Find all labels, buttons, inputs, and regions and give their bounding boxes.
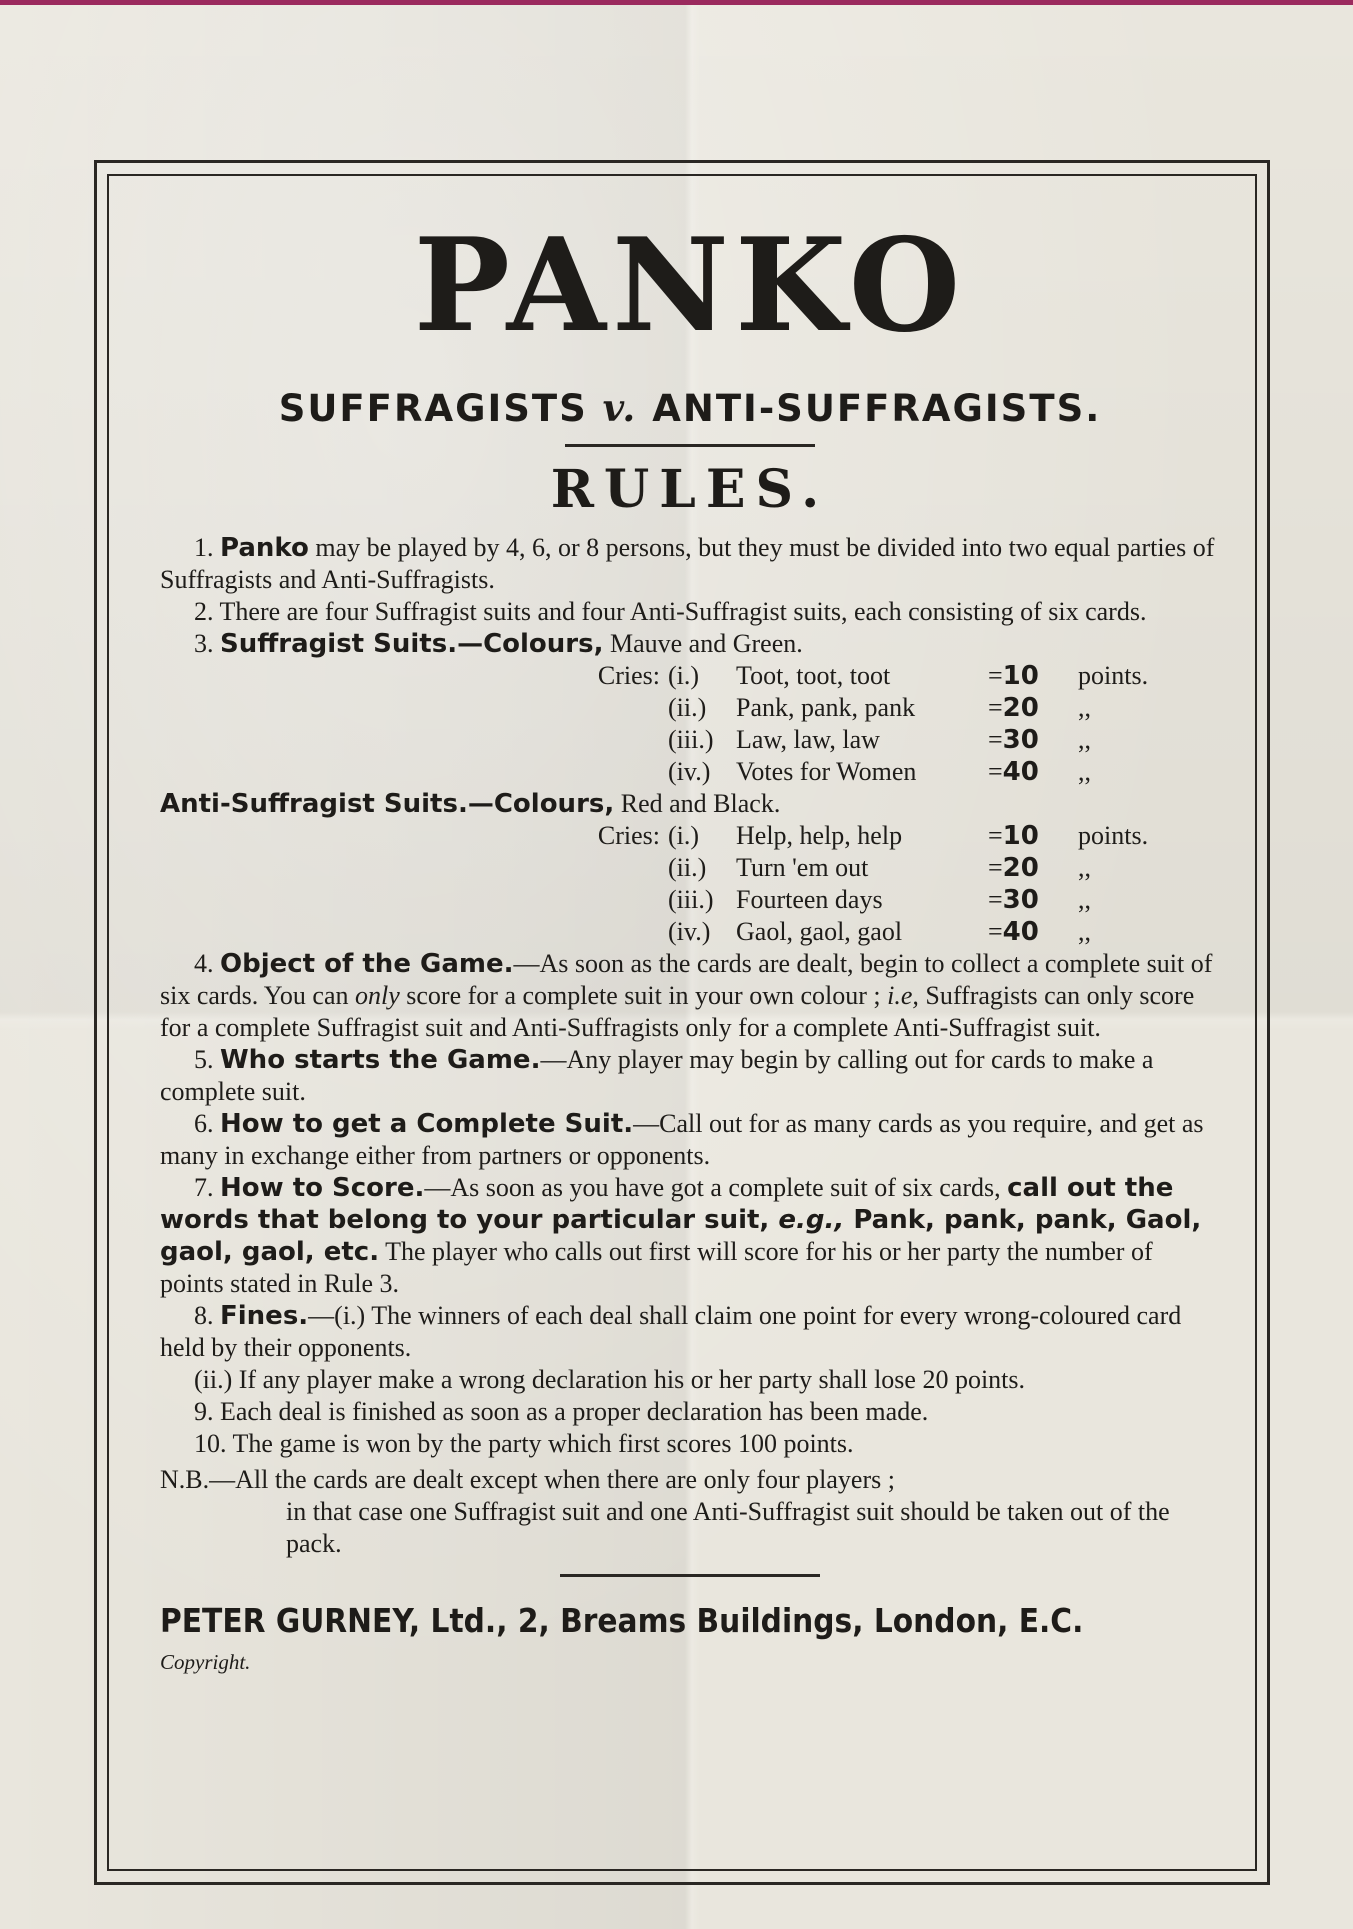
cry-row — [560, 692, 1180, 724]
cry-text: Law, law, law — [736, 724, 880, 754]
cry-text: Pank, pank, pank — [736, 692, 916, 722]
cry-number: (iii.) — [668, 724, 714, 754]
subtitle-right: ANTI-SUFFRAGISTS. — [652, 387, 1102, 430]
rule-text: —Call out for as many cards as you require, and get as many in exchange either from partners or opponents. — [160, 1108, 1204, 1170]
rule-keyword: Suffragist Suits.—Colours, — [220, 628, 604, 659]
cry-row — [560, 660, 1180, 692]
rule-number: 3. — [194, 628, 214, 658]
anti-suffragist-cries — [560, 820, 1180, 948]
rule-6 — [160, 1108, 1220, 1172]
rule-text: —(i.) The winners of each deal shall claim one point for every wrong-coloured card held by their opponents. — [160, 1300, 1182, 1362]
nota-bene-label: N.B. — [160, 1464, 210, 1494]
anti-suffragist-suits — [160, 788, 1220, 820]
cry-points: =30 — [988, 884, 1039, 915]
cry-unit: ,, — [1078, 756, 1091, 786]
copyright-notice: Copyright. — [160, 1649, 251, 1674]
cry-points: =10 — [988, 820, 1039, 851]
rule-number: 9. — [194, 1396, 214, 1426]
rule-keyword: Object of the Game. — [220, 948, 514, 979]
cry-number: (iv.) — [668, 916, 711, 946]
rule-number: 2. — [194, 596, 214, 626]
cry-text: Votes for Women — [736, 756, 917, 786]
cry-row — [560, 756, 1180, 788]
subtitle — [160, 388, 1220, 430]
cry-unit: points. — [1078, 660, 1149, 690]
rule-8-ii: (ii.) If any player make a wrong declaration his or her party shall lose 20 points. — [194, 1364, 1026, 1394]
cry-points: =10 — [988, 660, 1039, 691]
cry-row — [560, 884, 1180, 916]
cry-unit: ,, — [1078, 692, 1091, 722]
cry-unit: points. — [1078, 820, 1149, 850]
rule-number: 10. — [194, 1428, 227, 1458]
cry-points: =40 — [988, 916, 1039, 947]
cry-row — [560, 916, 1180, 948]
cry-unit: ,, — [1078, 852, 1091, 882]
nota-bene-first-line: N.B.—All the cards are dealt except when there are only four players ; — [160, 1464, 895, 1494]
game-title: PANKO — [413, 211, 967, 361]
cry-number: (iii.) — [668, 884, 714, 914]
cry-points: =30 — [988, 724, 1039, 755]
cry-text: Toot, toot, toot — [736, 660, 891, 690]
cry-text: Help, help, help — [736, 820, 903, 850]
subtitle-versus: v. — [602, 386, 638, 430]
divider — [565, 444, 815, 447]
box-edge — [0, 0, 1353, 5]
rule-keyword: Who starts the Game. — [220, 1044, 541, 1075]
rule-number: 8. — [194, 1300, 214, 1330]
cry-unit: ,, — [1078, 724, 1091, 754]
cry-unit: ,, — [1078, 916, 1091, 946]
rule-8 — [160, 1300, 1220, 1364]
cry-points: =40 — [988, 756, 1039, 787]
rule-number: 4. — [194, 948, 214, 978]
rule-number: 6. — [194, 1108, 214, 1138]
cries-label: Cries: — [597, 820, 660, 850]
rule-2 — [160, 596, 1220, 628]
cry-text: Gaol, gaol, gaol — [736, 916, 903, 946]
rule-text: Red and Black. — [614, 788, 781, 818]
cry-row — [560, 820, 1180, 852]
rules-heading: RULES. — [550, 458, 830, 520]
cry-number: (i.) — [668, 820, 700, 850]
publisher-imprint: PETER GURNEY, Ltd., 2, Breams Buildings, London, E.C. — [160, 1600, 1084, 1640]
cry-points: =20 — [988, 852, 1039, 883]
rule-7: 7. How to Score.—As soon as you have got a complete suit of six cards, call out the words that belong to your particular suit, e.g., Pank, pank, pank, Gaol, gaol, gaol, etc. The player who calls out first will score for his or her party the number of points stated in Rule 3. — [160, 1172, 1202, 1298]
cry-row — [560, 852, 1180, 884]
subtitle-left: SUFFRAGISTS — [278, 387, 588, 430]
nota-bene — [160, 1464, 1220, 1560]
rule-number: 1. — [194, 532, 214, 562]
cry-number: (iv.) — [668, 756, 711, 786]
nota-bene-body: in that case one Suffragist suit and one Anti-Suffragist suit should be taken out of the pack. — [286, 1496, 1170, 1558]
rule-keyword: How to Score. — [220, 1172, 425, 1203]
rule-text: Mauve and Green. — [603, 628, 803, 658]
cry-number: (i.) — [668, 660, 700, 690]
rule-number: 5. — [194, 1044, 214, 1074]
rule-keyword: Fines. — [220, 1300, 309, 1331]
rule-text: The game is won by the party which first scores 100 points. — [232, 1428, 854, 1458]
rule-text: may be played by 4, 6, or 8 persons, but they must be divided into two equal parties of Suffragists and Anti-Suffragists. — [160, 532, 1215, 594]
rule-3 — [160, 628, 1220, 660]
rule-keyword: How to get a Complete Suit. — [220, 1108, 634, 1139]
rule-number: 7. — [194, 1172, 214, 1202]
suffragist-cries — [560, 660, 1180, 788]
cry-text: Fourteen days — [736, 884, 883, 914]
rule-10 — [160, 1428, 1220, 1460]
cry-points: =20 — [988, 692, 1039, 723]
rule-1 — [160, 532, 1220, 596]
rule-text: Each deal is finished as soon as a proper declaration has been made. — [220, 1396, 929, 1426]
rules-sheet — [160, 200, 1220, 1675]
divider — [560, 1574, 820, 1577]
cry-number: (ii.) — [668, 852, 707, 882]
cries-label: Cries: — [597, 660, 660, 690]
rule-4: 4. Object of the Game.—As soon as the cards are dealt, begin to collect a complete suit of six cards. You can only score for a complete suit in your own colour ; i.e, Suffragists can only score for a complete Suffragist suit and Anti-Suffragists only for a complete Anti-Suffragist suit. — [160, 948, 1213, 1042]
rule-5 — [160, 1044, 1220, 1108]
rule-text: There are four Suffragist suits and four Anti-Suffragist suits, each consisting of six cards. — [219, 596, 1147, 626]
rule-keyword: Anti-Suffragist Suits.—Colours, — [160, 788, 615, 819]
cry-row — [560, 724, 1180, 756]
rule-9 — [160, 1396, 1220, 1428]
cry-number: (ii.) — [668, 692, 707, 722]
cry-text: Turn 'em out — [736, 852, 869, 882]
cry-unit: ,, — [1078, 884, 1091, 914]
rule-text: —Any player may begin by calling out for cards to make a complete suit. — [160, 1044, 1154, 1106]
rule-keyword: Panko — [220, 532, 309, 563]
